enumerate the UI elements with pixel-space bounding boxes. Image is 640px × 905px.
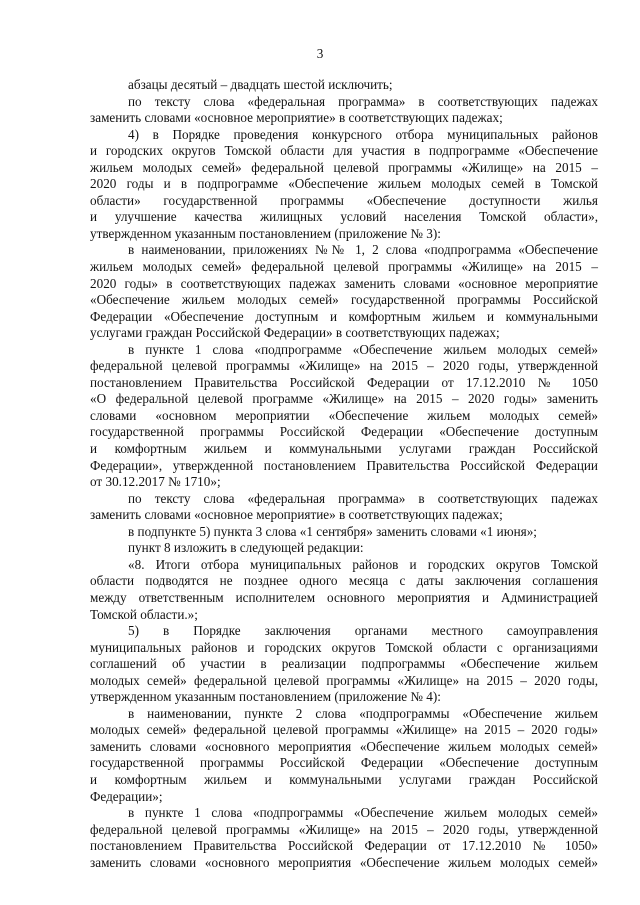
text-line: и комфортным жильем и коммунальными услугами граждан Российской xyxy=(90,771,598,787)
text-line: 2020 годы» в соответствующих падежах заменить словами «основное мероприятие xyxy=(90,275,598,291)
text-line: молодых семей» федеральной целевой программы «Жилище» на 2015 – 2020 годы» xyxy=(90,722,598,738)
text-line: 5) в Порядке заключения органами местного самоуправления xyxy=(128,623,598,639)
text-line: «8. Итоги отбора муниципальных районов и городских округов Томской xyxy=(128,556,598,572)
text-line: заменить словами «основное мероприятие» в соответствующих падежах; xyxy=(90,507,503,523)
text-line: государственной программы Российской Федерации «Обеспечение доступным xyxy=(90,755,598,771)
text-line: между ответственным исполнителем основного мероприятия и Администрацией xyxy=(90,589,598,605)
text-line: в пункте 1 слова «подпрограммы «Обеспечение жильем молодых семей» xyxy=(128,805,598,821)
text-line: заменить словами «основного мероприятия «Обеспечение жильем молодых семей» xyxy=(90,738,598,754)
text-line: «О федеральной целевой программе «Жилище» на 2015 – 2020 годы» заменить xyxy=(90,391,598,407)
text-line: заменить словами «основного мероприятия «Обеспечение жильем молодых семей» xyxy=(90,854,598,870)
text-line: и городских округов Томской области для участия в подпрограмме «Обеспечение xyxy=(90,143,598,159)
text-line: в пункте 1 слова «подпрограмме «Обеспечение жильем молодых семей» xyxy=(128,341,598,357)
text-line: в наименовании, приложениях №№ 1, 2 слова «подпрограмма «Обеспечение xyxy=(128,242,598,258)
text-line: утвержденном указанным постановлением (приложение № 4): xyxy=(90,689,441,705)
text-line: и улучшение качества жилищных условий населения Томской области», xyxy=(90,209,598,225)
page-number: 3 xyxy=(316,46,324,61)
text-line: Федерации», утвержденной постановлением Правительства Российской Федерации xyxy=(90,457,598,473)
text-line: в подпункте 5) пункта 3 слова «1 сентября» заменить словами «1 июня»; xyxy=(128,523,537,539)
text-line: Федерации»; xyxy=(90,788,163,804)
text-line: области» государственной программы «Обеспечение доступности жилья xyxy=(90,192,598,208)
text-line: по тексту слова «федеральная программа» в соответствующих падежах xyxy=(128,490,598,506)
text-line: словами «основном мероприятии «Обеспечение жильем молодых семей» xyxy=(90,407,598,423)
text-line: Томской области.»; xyxy=(90,606,198,622)
text-line: государственной программы Российской Федерации «Обеспечение доступным xyxy=(90,424,598,440)
text-line: федеральной целевой программы «Жилище» на 2015 – 2020 годы, утвержденной xyxy=(90,821,598,837)
text-line: по тексту слова «федеральная программа» в соответствующих падежах xyxy=(128,93,598,109)
text-line: постановлением Правительства Российской Федерации от 17.12.2010 № 1050» xyxy=(90,838,598,854)
text-line: 2020 годы и в подпрограмме «Обеспечение жильем молодых семей в Томской xyxy=(90,176,598,192)
text-line: утвержденном указанным постановлением (приложение № 3): xyxy=(90,225,441,241)
text-line: муниципальных районов и городских округов Томской области с организациями xyxy=(90,639,598,655)
text-line: области подводятся не позднее одного месяца с даты заключения соглашения xyxy=(90,573,598,589)
text-line: постановлением Правительства Российской Федерации от 17.12.2010 № 1050 xyxy=(90,374,598,390)
text-line: услугами граждан Российской Федерации» в соответствующих падежах; xyxy=(90,325,500,341)
document-body xyxy=(90,77,598,871)
text-line: заменить словами «основное мероприятие» в соответствующих падежах; xyxy=(90,110,503,126)
text-line: пункт 8 изложить в следующей редакции: xyxy=(128,540,364,556)
text-line: 4) в Порядке проведения конкурсного отбора муниципальных районов xyxy=(128,126,598,142)
text-line: молодых семей» федеральной целевой программы «Жилище» на 2015 – 2020 годы, xyxy=(90,672,598,688)
text-line: и комфортным жильем и коммунальными услугами граждан Российской xyxy=(90,441,598,457)
text-line: в наименовании, пункте 2 слова «подпрограммы «Обеспечение жильем xyxy=(128,705,598,721)
text-line: «Обеспечение жильем молодых семей» государственной программы Российской xyxy=(90,292,598,308)
text-line: от 30.12.2017 № 1710»; xyxy=(90,474,221,490)
text-line: соглашений об участии в реализации подпрограммы «Обеспечение жильем xyxy=(90,656,598,672)
text-line: жильем молодых семей» федеральной целевой программы «Жилище» на 2015 – xyxy=(90,259,598,275)
text-line: жильем молодых семей» федеральной целевой программы «Жилище» на 2015 – xyxy=(90,159,598,175)
text-line: абзацы десятый – двадцать шестой исключить; xyxy=(128,77,393,92)
text-line: федеральной целевой программы «Жилище» на 2015 – 2020 годы, утвержденной xyxy=(90,358,598,374)
text-line: Федерации «Обеспечение доступным и комфортным жильем и коммунальными xyxy=(90,308,598,324)
